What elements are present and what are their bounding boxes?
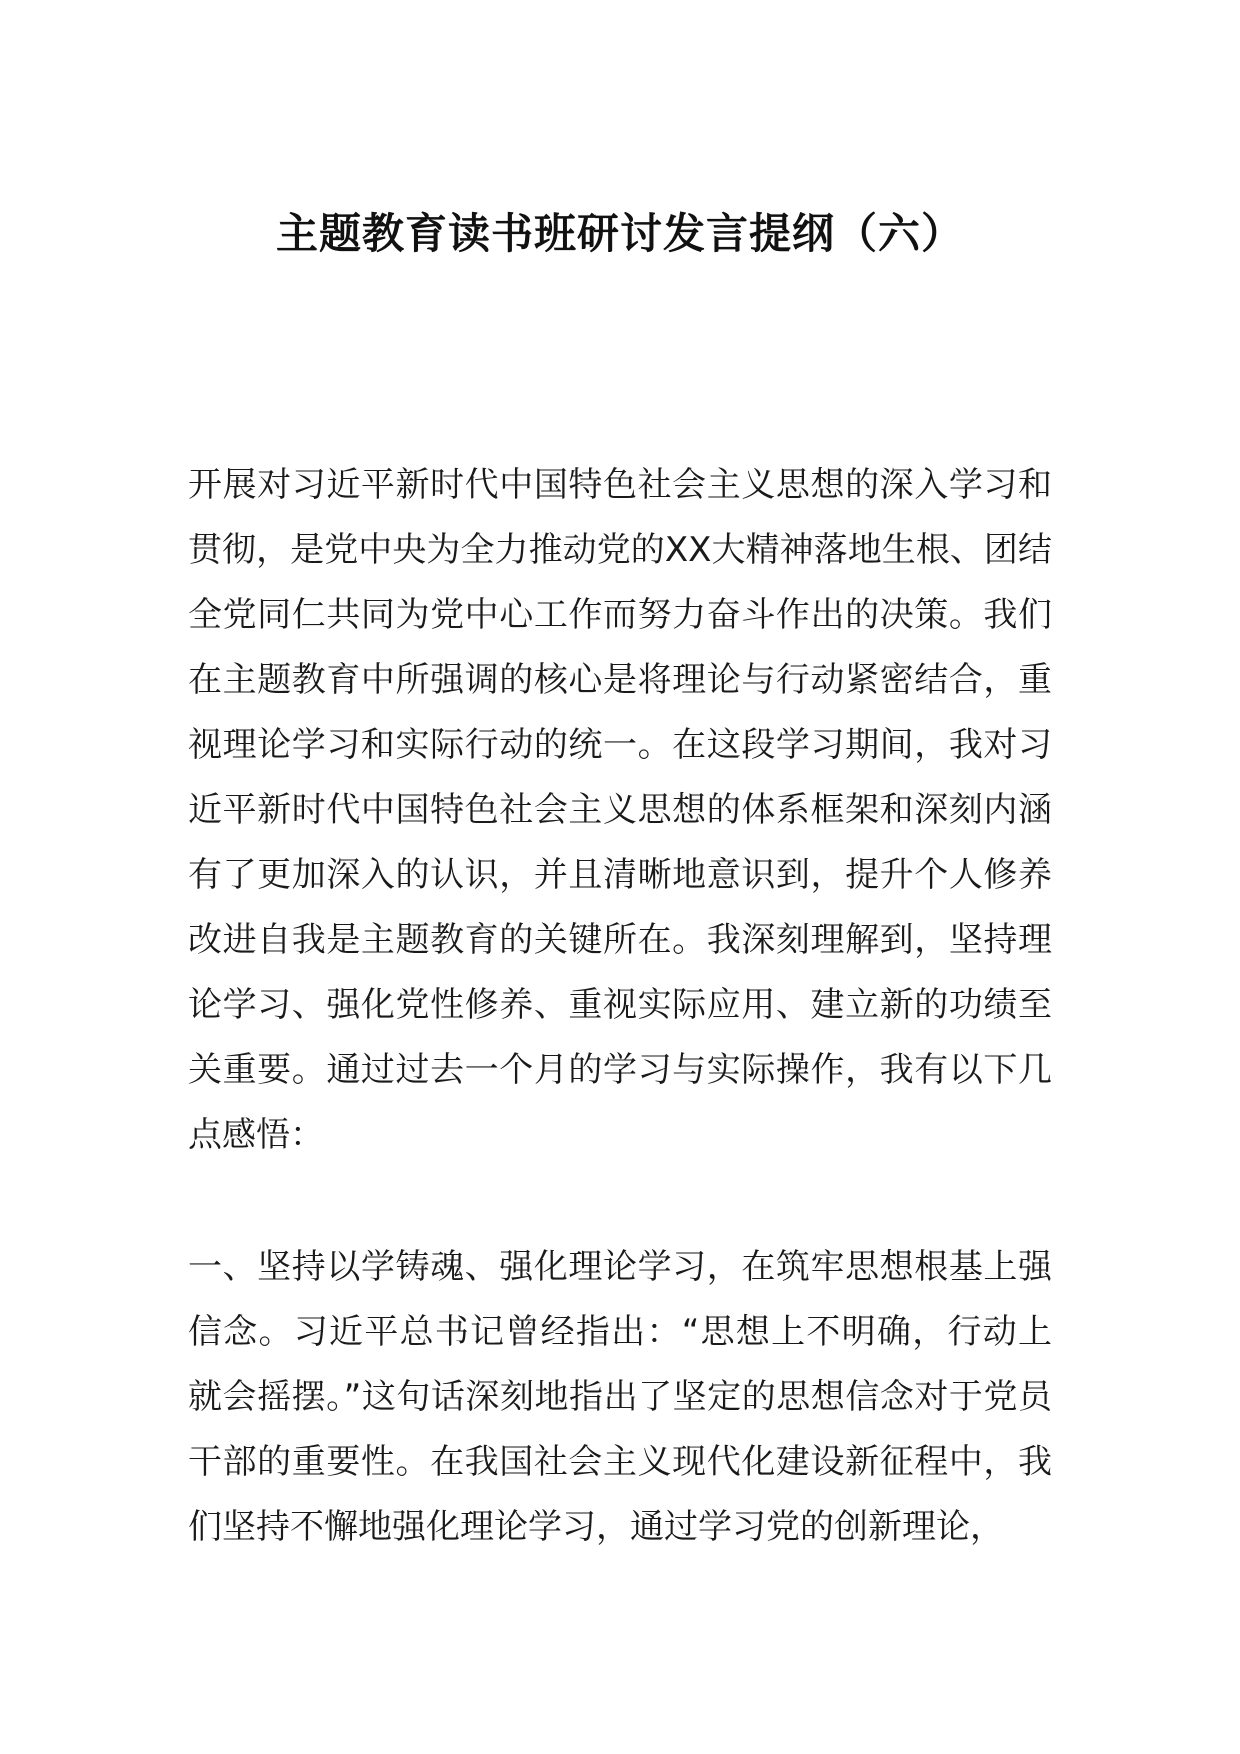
paragraph-section-one: 一、坚持以学铸魂、强化理论学习，在筑牢思想根基上强信念。习近平总书记曾经指出：“思想上不明确，行动上就会摇摆。”这句话深刻地指出了坚定的思想信念对于党员干部的重要性。在我国社会主义现代化建设新征程中，我们坚持不懈地强化理论学习，通过学习党的创新理论， bbox=[188, 1247, 1052, 1547]
document-title: 主题教育读书班研讨发言提纲（六） bbox=[275, 209, 964, 258]
paragraph-intro: 开展对习近平新时代中国特色社会主义思想的深入学习和贯彻，是党中央为全力推动党的XX大精神落地生根、团结全党同仁共同为党中心工作而努力奋斗作出的决策。我们在主题教育中所强调的核心是将理论与行动紧密结合，重视理论学习和实际行动的统一。在这段学习期间，我对习近平新时代中国特色社会主义思想的体系框架和深刻内涵有了更加深入的认识，并且清晰地意识到，提升个人修养改进自我是主题教育的关键所在。我深刻理解到，坚持理论学习、强化党性修养、重视实际应用、建立新的功绩至关重要。通过过去一个月的学习与实际操作，我有以下几点感悟： bbox=[188, 465, 1052, 1155]
